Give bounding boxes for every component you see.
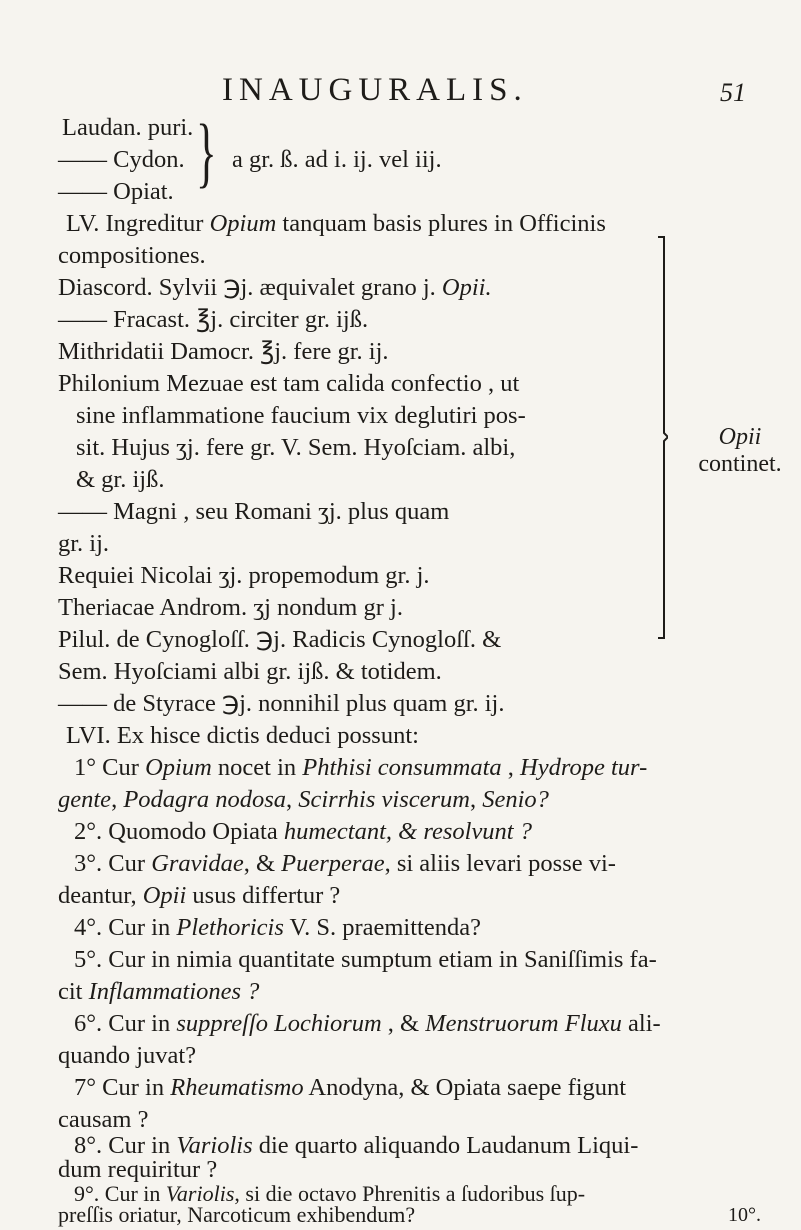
group1-dose: a gr. ß. ad i. ij. vel iij.: [232, 146, 442, 173]
text-line: gr. ij.: [58, 530, 110, 557]
question-line: 2°. Quomodo Opiata humectant, & resolvunt ?: [74, 818, 532, 845]
question-line: dum requiritur ?: [58, 1156, 218, 1183]
question-line: 3°. Cur Gravidae, & Puerperae, si aliis levari posse vi-: [74, 850, 616, 877]
text-line: LV. Ingreditur Opium tanquam basis plures in Officinis: [66, 210, 606, 237]
group1-item: Laudan. puri.: [62, 114, 194, 141]
section-heading: LVI. Ex hisce dictis deduci possunt:: [66, 722, 419, 749]
question-line: causam ?: [58, 1106, 149, 1133]
text-line: Theriacae Androm. ʒj nondum gr j.: [58, 594, 403, 621]
question-line: 8°. Cur in Variolis die quarto aliquando Laudanum Liqui-: [74, 1132, 639, 1159]
question-line: 4°. Cur in Plethoricis V. S. praemittenda?: [74, 914, 481, 941]
question-line: deantur, Opii usus differtur ?: [58, 882, 341, 909]
running-header: [0, 72, 801, 112]
group1-item: —— Cydon.: [58, 146, 185, 173]
group1-item: —— Opiat.: [58, 178, 174, 205]
question-line: quando juvat?: [58, 1042, 197, 1069]
question-line: gente, Podagra nodosa, Scirrhis viscerum, Senio?: [58, 786, 549, 813]
text-line: —— de Styrace ℈j. nonnihil plus quam gr. ij.: [58, 690, 505, 717]
text-line: Sem. Hyoſciami albi gr. ijß. & totidem.: [58, 658, 442, 685]
question-line: cit Inflammationes ?: [58, 978, 260, 1005]
text-line: Diascord. Sylvii ℈j. æquivalet grano j. Opii.: [58, 274, 492, 301]
page-number: 51: [720, 78, 746, 107]
text-line: compositiones.: [58, 242, 206, 269]
text-line: sine inflammatione faucium vix deglutiri pos-: [76, 402, 526, 429]
text-line: —— Fracast. ℥j. circiter gr. ijß.: [58, 306, 369, 333]
text-line: Mithridatii Damocr. ℥j. fere gr. ij.: [58, 338, 389, 365]
brace-icon: }: [196, 108, 217, 195]
text-line: Philonium Mezuae est tam calida confectio , ut: [58, 370, 520, 397]
question-line: 9°. Cur in Variolis, si die octavo Phrenitis a ſudoribus ſup-: [74, 1181, 586, 1206]
catchword: 10°.: [728, 1204, 761, 1226]
question-line: 1° Cur Opium nocet in Phthisi consummata , Hydrope tur-: [74, 754, 648, 781]
question-line: preſſis oriatur, Narcoticum exhibendum?: [58, 1202, 416, 1227]
brace-icon: [658, 235, 668, 640]
header-title: INAUGURALIS.: [222, 72, 528, 108]
text-line: & gr. ijß.: [76, 466, 165, 493]
question-line: 7° Cur in Rheumatismo Anodyna, & Opiata saepe figunt: [74, 1074, 627, 1101]
text-line: Pilul. de Cynogloſſ. ℈j. Radicis Cynogloſſ. &: [58, 626, 502, 653]
text-line: sit. Hujus ʒj. fere gr. V. Sem. Hyoſciam. albi,: [76, 434, 516, 461]
text-line: —— Magni , seu Romani ʒj. plus quam: [58, 498, 450, 525]
margin-note: Opii continet.: [698, 424, 782, 477]
question-line: 5°. Cur in nimia quantitate sumptum etiam in Saniſſimis fa-: [74, 946, 657, 973]
question-line: 6°. Cur in suppreſſo Lochiorum , & Menstruorum Fluxu ali-: [74, 1010, 661, 1037]
text-line: Requiei Nicolai ʒj. propemodum gr. j.: [58, 562, 430, 589]
